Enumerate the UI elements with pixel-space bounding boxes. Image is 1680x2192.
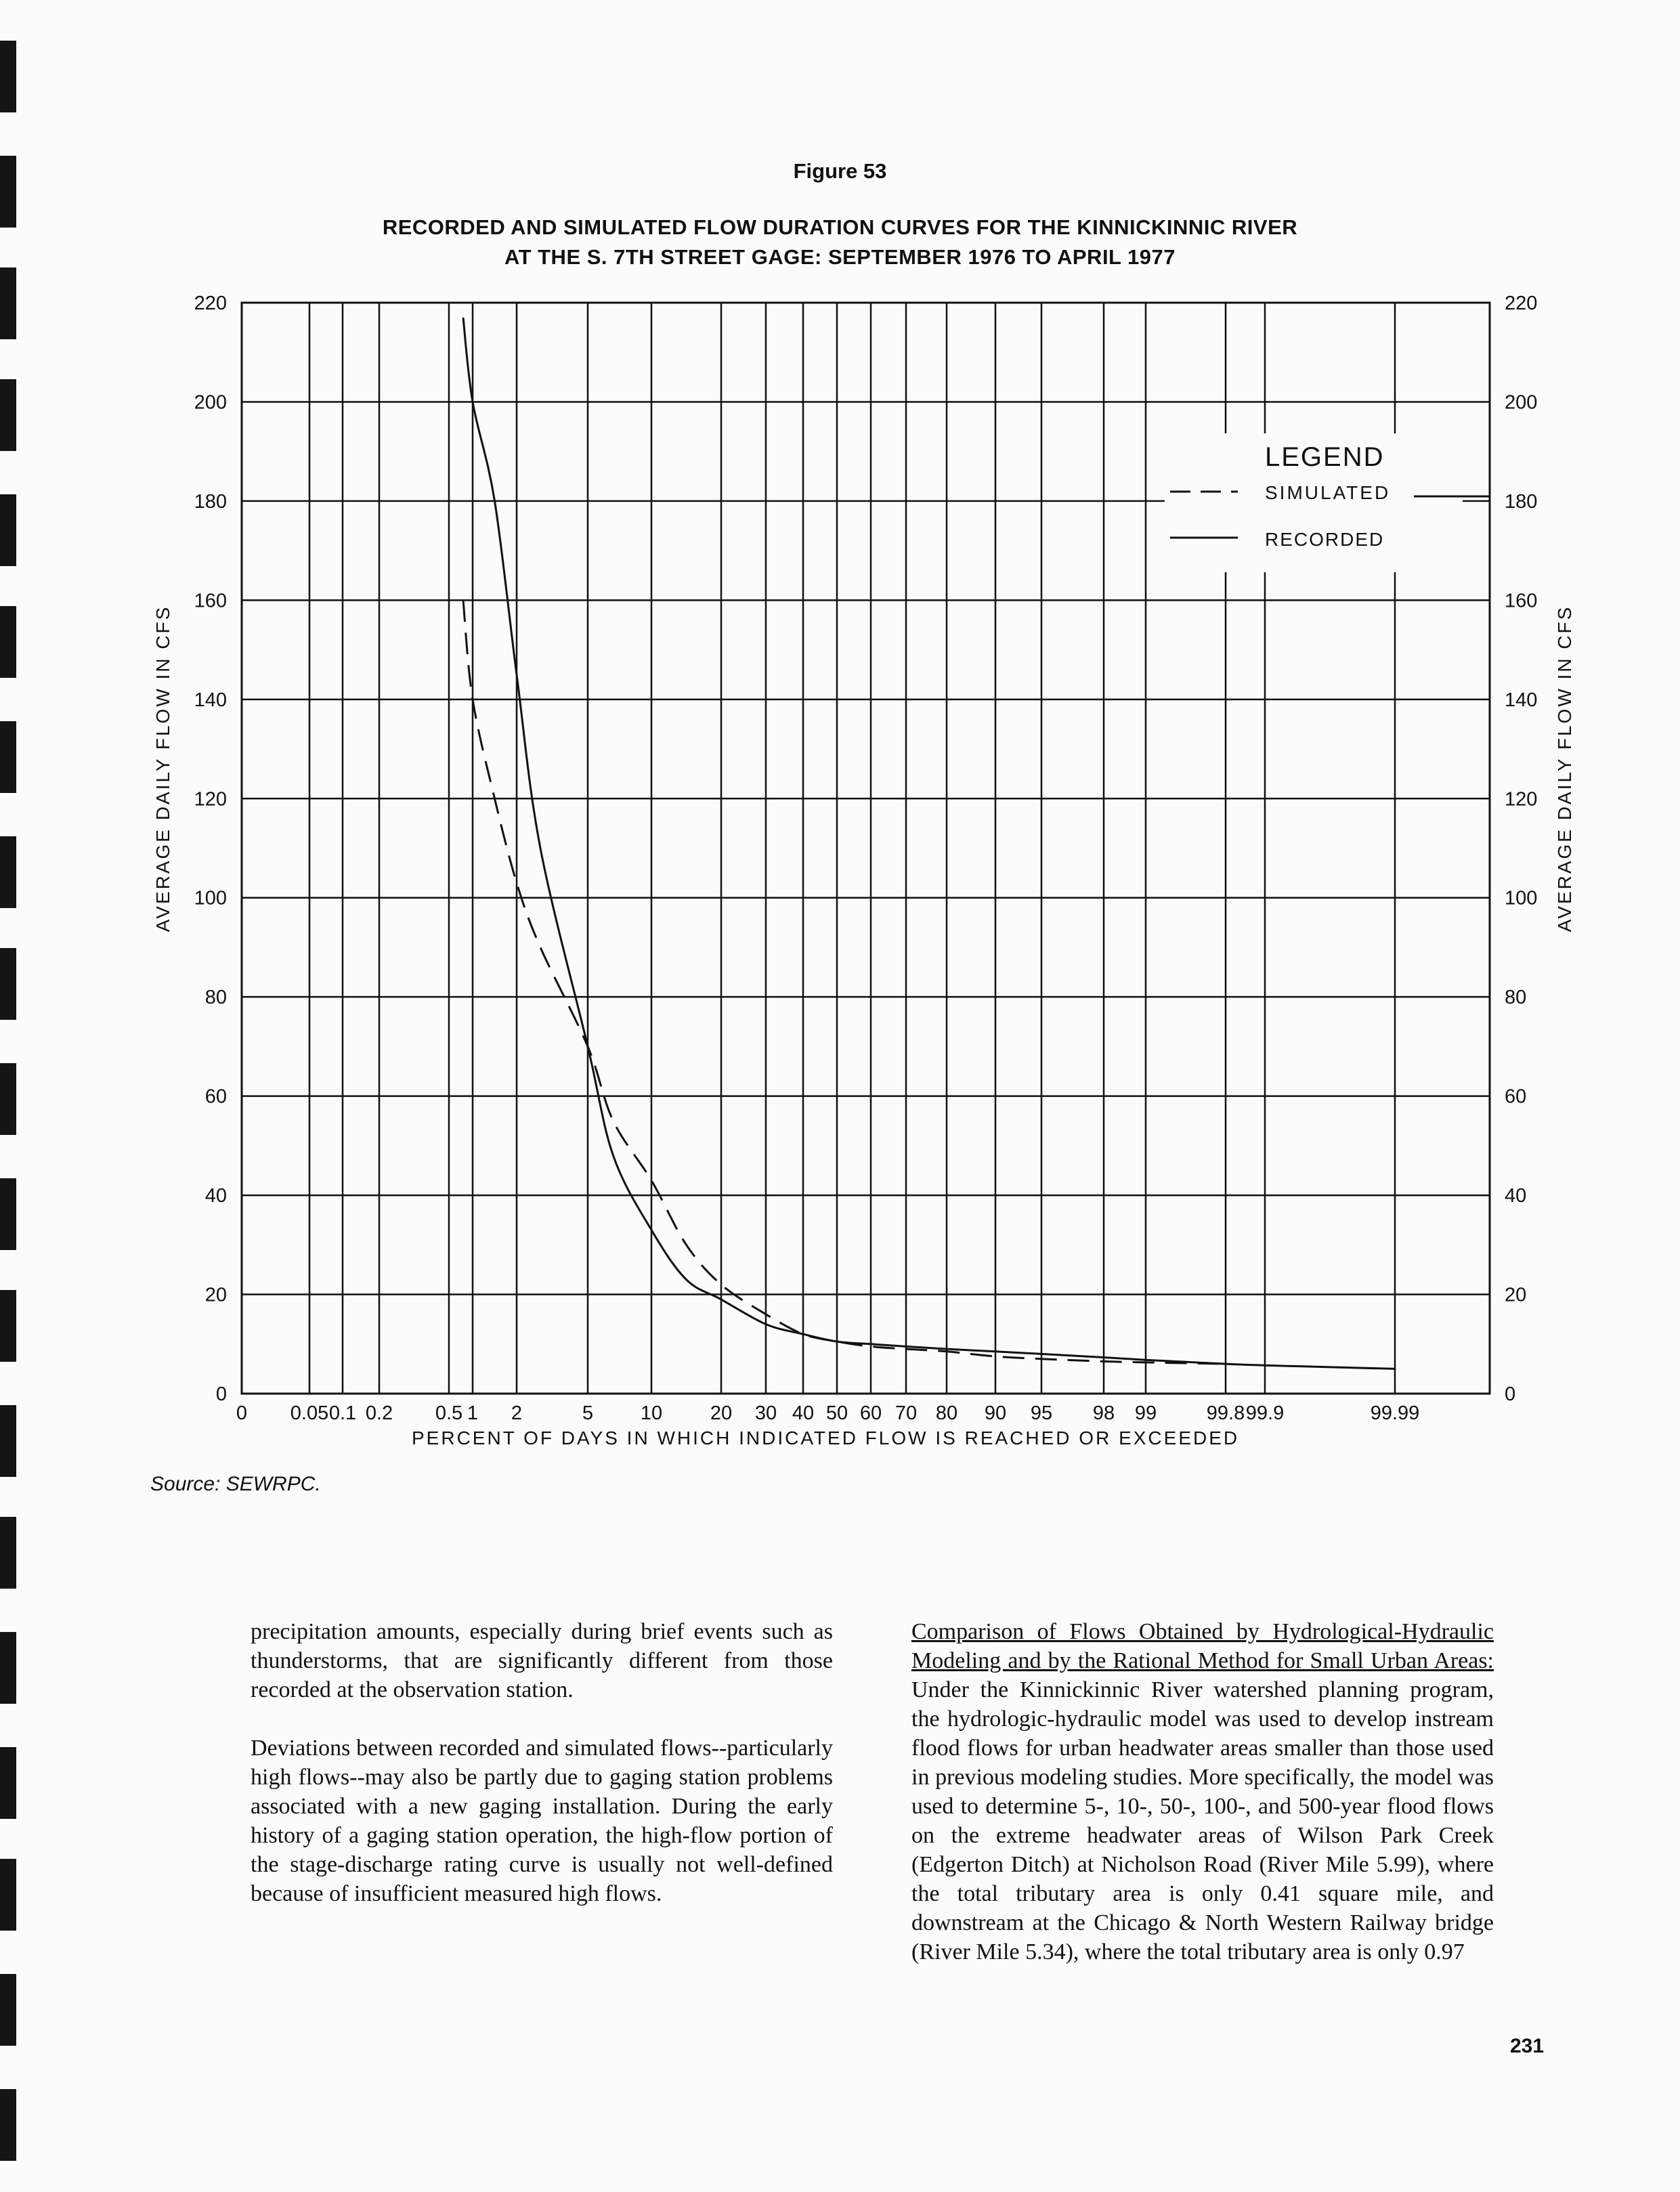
- y-tick-label: 100: [194, 887, 227, 909]
- y-tick-label-right: 40: [1505, 1185, 1527, 1207]
- x-tick-label: 0.1: [328, 1402, 357, 1424]
- y-tick-label-right: 0: [1505, 1383, 1516, 1405]
- x-tick-label: 5: [582, 1402, 594, 1424]
- x-tick-label: 70: [895, 1402, 918, 1424]
- y-tick-label: 60: [204, 1086, 227, 1108]
- x-tick-label: 0.5: [435, 1402, 463, 1424]
- x-tick-label: 40: [792, 1402, 815, 1424]
- x-tick-label: 0.2: [365, 1402, 393, 1424]
- x-tick-labels: [236, 1402, 1419, 1424]
- y-tick-label: 20: [204, 1284, 227, 1306]
- x-tick-label: 0.05: [290, 1402, 329, 1424]
- figure-label: Figure 53: [793, 159, 887, 183]
- x-tick-label: 30: [754, 1402, 777, 1424]
- x-tick-label: 60: [859, 1402, 882, 1424]
- x-tick-label: 99.9: [1245, 1402, 1285, 1424]
- y-tick-label-right: 160: [1505, 590, 1538, 612]
- y-tick-label: 140: [194, 689, 227, 711]
- x-tick-label: 99.99: [1370, 1402, 1420, 1424]
- simulated-series-line: [463, 600, 1226, 1364]
- y-tick-label: 160: [194, 590, 227, 612]
- y-tick-labels-right: [1505, 293, 1537, 1405]
- x-axis-label: PERCENT OF DAYS IN WHICH INDICATED FLOW IS REACHED OR EXCEEDED: [412, 1427, 1240, 1448]
- x-tick-label: 99: [1134, 1402, 1157, 1424]
- x-tick-label: 1: [467, 1402, 479, 1424]
- y-tick-label: 120: [194, 788, 227, 811]
- y-tick-label-right: 180: [1505, 490, 1538, 513]
- body-column-left: [251, 1617, 833, 1937]
- binding-hole: [0, 1632, 16, 1704]
- x-tick-label: 80: [935, 1402, 958, 1424]
- paragraph: Deviations between recorded and simulated flows--particularly high flows--may also be partly due to gaging station problems associated with a new gaging installation. During the early history of a gaging station operation, the high-flow portion of the stage-discharge rating curve is usually not well-defined because of insufficient measured high flows.: [251, 1736, 833, 1906]
- body-column-right: [911, 1617, 1494, 1996]
- paragraph-text: Under the Kinnickinnic River watershed planning program, the hydrologic-hydraulic model was used to develop instream flood flows for urban headwater areas smaller than those used in previous modeling studies. More specifically, the model was used to determine 5-, 10-, 50-, 100-, and 500-year flood flows on the extreme headwater areas of Wilson Park Creek (Edgerton Ditch) at Nicholson Road (River Mile 5.99), where the total tributary area is only 0.41 square mile, and downstream at the Chicago & North Western Railway bridge (River Mile 5.34), where the total tributary area is only 0.97: [911, 1677, 1494, 1964]
- section-heading: Comparison of Flows Obtained by Hydrological-Hydraulic Modeling and by the Rational Method for Small Urban Areas:: [911, 1619, 1494, 1673]
- y-tick-labels-left: [194, 293, 227, 1405]
- y-tick-label: 200: [194, 391, 227, 414]
- legend-recorded-label: RECORDED: [1265, 529, 1385, 550]
- y-axis-label-left: AVERAGE DAILY FLOW IN CFS: [152, 605, 173, 932]
- y-tick-label-right: 100: [1505, 887, 1538, 909]
- paragraph: precipitation amounts, especially during brief events such as thunderstorms, that are significantly different from those recorded at the observation station.: [251, 1619, 833, 1702]
- legend-title: LEGEND: [1265, 442, 1385, 472]
- x-tick-label: 0: [236, 1402, 248, 1424]
- y-tick-label-right: 60: [1505, 1086, 1527, 1108]
- binding-hole: [0, 1974, 16, 2046]
- y-tick-label: 220: [194, 293, 227, 314]
- y-tick-label-right: 20: [1505, 1284, 1527, 1306]
- figure-title-line1: RECORDED AND SIMULATED FLOW DURATION CURVES FOR THE KINNICKINNIC RIVER: [382, 215, 1298, 239]
- y-axis-label-right: AVERAGE DAILY FLOW IN CFS: [1554, 605, 1575, 932]
- y-tick-label: 80: [204, 987, 227, 1009]
- x-tick-label: 20: [710, 1402, 733, 1424]
- legend: [1165, 433, 1490, 572]
- binding-hole: [0, 1747, 16, 1819]
- legend-simulated-label: SIMULATED: [1265, 482, 1391, 503]
- x-tick-label: 90: [984, 1402, 1007, 1424]
- x-tick-label: 98: [1092, 1402, 1115, 1424]
- y-tick-label: 0: [215, 1383, 227, 1405]
- y-tick-label: 180: [194, 490, 227, 513]
- y-tick-label-right: 120: [1505, 788, 1538, 811]
- figure-source: Source: SEWRPC.: [150, 1473, 321, 1495]
- x-tick-label: 99.8: [1206, 1402, 1245, 1424]
- binding-hole: [0, 1517, 16, 1589]
- paragraph: [911, 1617, 1494, 1967]
- figure-title-line2: AT THE S. 7TH STREET GAGE: SEPTEMBER 1976 TO APRIL 1977: [504, 245, 1176, 269]
- x-tick-label: 50: [825, 1402, 848, 1424]
- page-number: 231: [1510, 2035, 1545, 2057]
- y-tick-label-right: 80: [1505, 987, 1527, 1009]
- y-tick-label: 40: [204, 1185, 227, 1207]
- y-tick-label-right: 200: [1505, 391, 1538, 414]
- y-tick-label-right: 220: [1505, 293, 1538, 314]
- x-tick-label: 95: [1030, 1402, 1053, 1424]
- binding-hole: [0, 1859, 16, 1931]
- x-tick-label: 2: [511, 1402, 523, 1424]
- y-tick-label-right: 140: [1505, 689, 1538, 711]
- binding-hole: [0, 2089, 16, 2161]
- x-tick-label: 10: [640, 1402, 663, 1424]
